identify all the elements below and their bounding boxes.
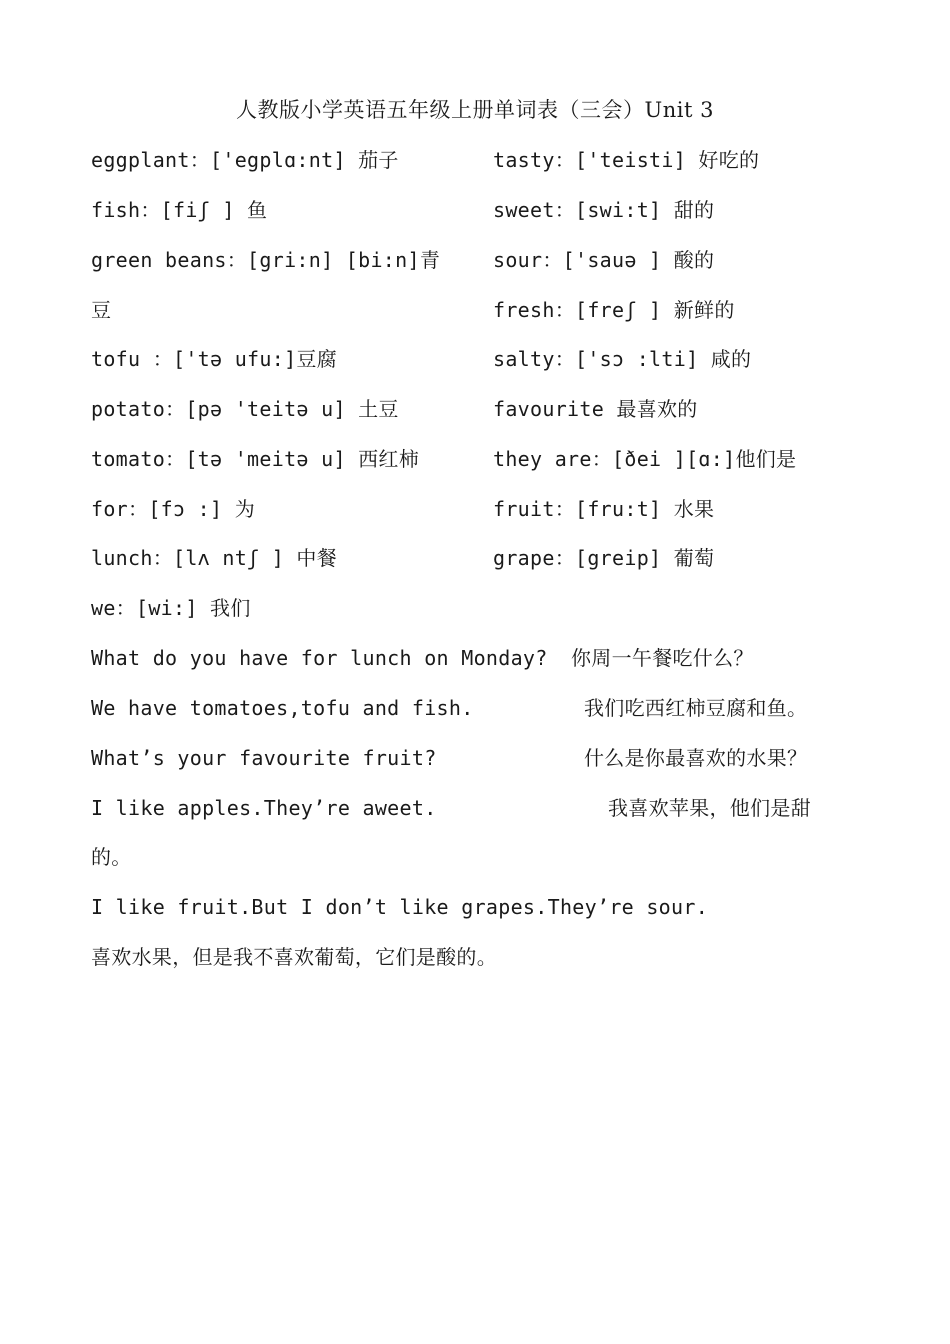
word-favourite: favourite 最喜欢的	[493, 397, 698, 421]
word-lunch: lunch：[lʌ ntʃ ] 中餐	[91, 546, 338, 570]
sentence-3-zh: 什么是你最喜欢的水果？	[584, 746, 808, 770]
sentence-1-zh: 你周一午餐吃什么？	[571, 646, 754, 670]
sentence-2-zh: 我们吃西红柿豆腐和鱼。	[584, 696, 808, 720]
document-title: 人教版小学英语五年级上册单词表（三会）Unit 3	[236, 98, 714, 122]
word-fresh: fresh：[freʃ ] 新鲜的	[493, 298, 735, 322]
sentence-2-en: We have tomatoes,tofu and fish.	[91, 696, 474, 720]
word-sour: sour：['sauə ] 酸的	[493, 248, 715, 272]
sentence-5-en: I like fruit.But I don’t like grapes.They’re sour.	[91, 895, 709, 919]
word-salty: salty：['sɔ :lti] 咸的	[493, 347, 752, 371]
word-grape: grape：[greip] 葡萄	[493, 546, 715, 570]
sentence-3-en: What’s your favourite fruit?	[91, 746, 437, 770]
word-tasty: tasty：['teisti] 好吃的	[493, 148, 760, 172]
word-we: we：[wi:] 我们	[91, 596, 251, 620]
sentence-1-en: What do you have for lunch on Monday?	[91, 646, 548, 670]
word-fruit: fruit：[fru:t] 水果	[493, 497, 715, 521]
word-potato: potato：[pə 'teitə u] 土豆	[91, 397, 399, 421]
word-for: for：[fɔ :] 为	[91, 497, 256, 521]
word-green-beans-wrap: 豆	[91, 298, 112, 322]
sentence-4-zh-wrap: 的。	[91, 845, 132, 869]
word-tomato: tomato：[tə 'meitə u] 西红柿	[91, 447, 420, 471]
sentence-4-zh: 我喜欢苹果，他们是甜	[608, 796, 811, 820]
word-fish: fish：[fiʃ ] 鱼	[91, 198, 268, 222]
word-green-beans: green beans：[gri:n] [bi:n]青	[91, 248, 441, 272]
word-tofu: tofu ：['tə ufu:]豆腐	[91, 347, 338, 371]
sentence-4-en: I like apples.They’re aweet.	[91, 796, 437, 820]
word-eggplant: eggplant：['egplɑ:nt] 茄子	[91, 148, 399, 172]
word-sweet: sweet：[swi:t] 甜的	[493, 198, 715, 222]
sentence-5-zh: 喜欢水果，但是我不喜欢葡萄，它们是酸的。	[91, 945, 497, 969]
word-they-are: they are：[ðei ][ɑ:]他们是	[493, 447, 797, 471]
